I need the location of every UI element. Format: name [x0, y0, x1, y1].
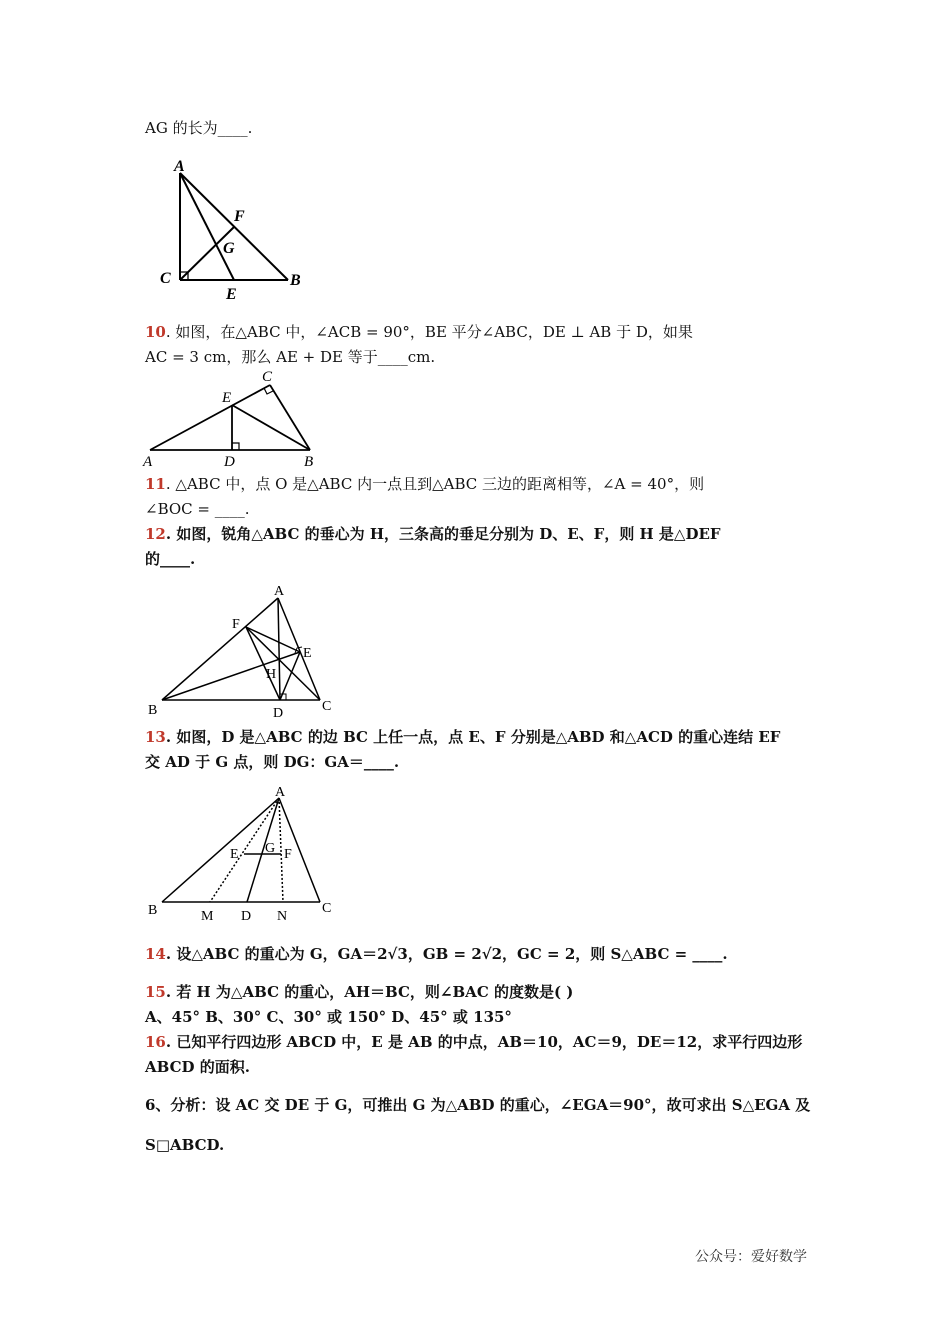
label-f: F: [284, 847, 292, 862]
q13-line-1: [145, 727, 780, 747]
label-e: E: [230, 847, 239, 862]
label-b: B: [148, 903, 158, 918]
label-f: F: [232, 617, 240, 632]
q16-text-1: . 已知平行四边形 ABCD 中，E 是 AB 的中点，AB＝10，AC＝9，DE＝12，求平行四边形: [165, 1033, 803, 1051]
label-b: B: [148, 703, 158, 718]
q12-text-2: 的____.: [145, 550, 196, 568]
q10-number: 10: [145, 323, 166, 341]
q16-line-2: [145, 1057, 250, 1077]
q12-line-1: [145, 524, 721, 544]
q9-tail-line: [145, 118, 252, 138]
q10-line-1: [145, 322, 693, 342]
q11-line-2: [145, 499, 250, 519]
q14-text: . 设△ABC 的重心为 G，GA＝2√3，GB = 2√2，GC = 2，则 S△ABC = ____.: [165, 945, 728, 963]
altitude-ad: [278, 598, 280, 700]
label-g: G: [223, 240, 235, 257]
q12-line-2: [145, 549, 195, 569]
label-e: E: [303, 646, 312, 661]
label-a: A: [275, 785, 286, 800]
q11-text-1: . △ABC 中，点 O 是△ABC 内一点且到△ABC 三边的距离相等，∠A = 40°，则: [165, 475, 705, 493]
side-cb: [270, 385, 310, 450]
figure-bisector-triangle: [140, 368, 325, 470]
label-a: A: [143, 454, 153, 470]
label-g: G: [265, 841, 276, 856]
q16-text-2: ABCD 的面积.: [145, 1058, 250, 1076]
label-c: C: [322, 699, 332, 714]
q12-number: 12: [145, 525, 166, 543]
q13-text-1: . 如图，D 是△ABC 的边 BC 上任一点，点 E、F 分别是△ABD 和△ACD 的重心连结 EF: [165, 728, 781, 746]
label-a: A: [274, 584, 285, 599]
side-ac: [278, 598, 320, 700]
q9-tail-text: AG 的长为____.: [145, 119, 253, 137]
footer-watermark: 公众号：爱好数学: [695, 1249, 807, 1265]
label-f: F: [234, 208, 245, 225]
q10-text-2: AC = 3 cm，那么 AE + DE 等于____cm.: [145, 348, 436, 366]
analysis-text-1: 6、分析：设 AC 交 DE 于 G，可推出 G 为△ABD 的重心，∠EGA＝90°，故可求出 S△EGA 及: [145, 1096, 811, 1114]
label-e: E: [222, 390, 232, 406]
label-c: C: [262, 369, 273, 385]
altitude-cf: [246, 627, 320, 700]
label-e: E: [226, 286, 237, 303]
q10-text-1: . 如图，在△ABC 中，∠ACB = 90°，BE 平分∠ABC，DE ⊥ AB 于 D，如果: [165, 323, 693, 341]
q13-text-2: 交 AD 于 G 点，则 DG：GA＝____.: [145, 753, 400, 771]
median-an: [279, 798, 283, 902]
label-c: C: [160, 270, 171, 287]
q15-number: 15: [145, 983, 166, 1001]
side-ba: [162, 798, 279, 902]
label-b: B: [304, 454, 314, 470]
q13-number: 13: [145, 728, 166, 746]
label-a: A: [174, 158, 185, 175]
q16-number: 16: [145, 1033, 166, 1051]
label-d: D: [224, 454, 235, 470]
q15-options: [145, 1007, 512, 1027]
label-c: C: [322, 901, 332, 916]
q11-number: 11: [145, 475, 166, 493]
q11-line-1: [145, 474, 704, 494]
q10-line-2: [145, 347, 435, 367]
side-ba: [162, 598, 278, 700]
label-h: H: [266, 667, 277, 682]
q15-options-text: A、45° B、30° C、30° 或 150° D、45° 或 135°: [145, 1008, 512, 1026]
right-angle-mark-d: [232, 443, 239, 450]
label-d: D: [241, 909, 252, 924]
analysis-line-2: [145, 1135, 224, 1155]
q14-line: [145, 944, 728, 964]
q15-text: . 若 H 为△ABC 的重心，AH＝BC，则∠BAC 的度数是( ): [165, 983, 574, 1001]
q11-text-2: ∠BOC = ____.: [145, 500, 250, 518]
q16-line-1: [145, 1032, 802, 1052]
analysis-text-2: S□ABCD.: [145, 1136, 225, 1154]
figure-right-triangle-centroid: [150, 155, 320, 305]
label-d: D: [273, 706, 284, 721]
label-n: N: [277, 909, 288, 924]
figure-orthocenter: [140, 578, 350, 723]
q14-number: 14: [145, 945, 166, 963]
bisector-be: [232, 405, 310, 450]
q13-line-2: [145, 752, 399, 772]
figure-centroids: [140, 780, 350, 930]
q12-text-1: . 如图，锐角△ABC 的垂心为 H，三条高的垂足分别为 D、E、F，则 H 是△DEF: [165, 525, 721, 543]
q15-line: [145, 982, 573, 1002]
median-ae: [180, 173, 234, 280]
side-df: [246, 627, 280, 700]
analysis-line-1: [145, 1095, 810, 1115]
label-b: B: [290, 272, 301, 289]
label-m: M: [201, 909, 214, 924]
side-ed: [280, 652, 300, 700]
